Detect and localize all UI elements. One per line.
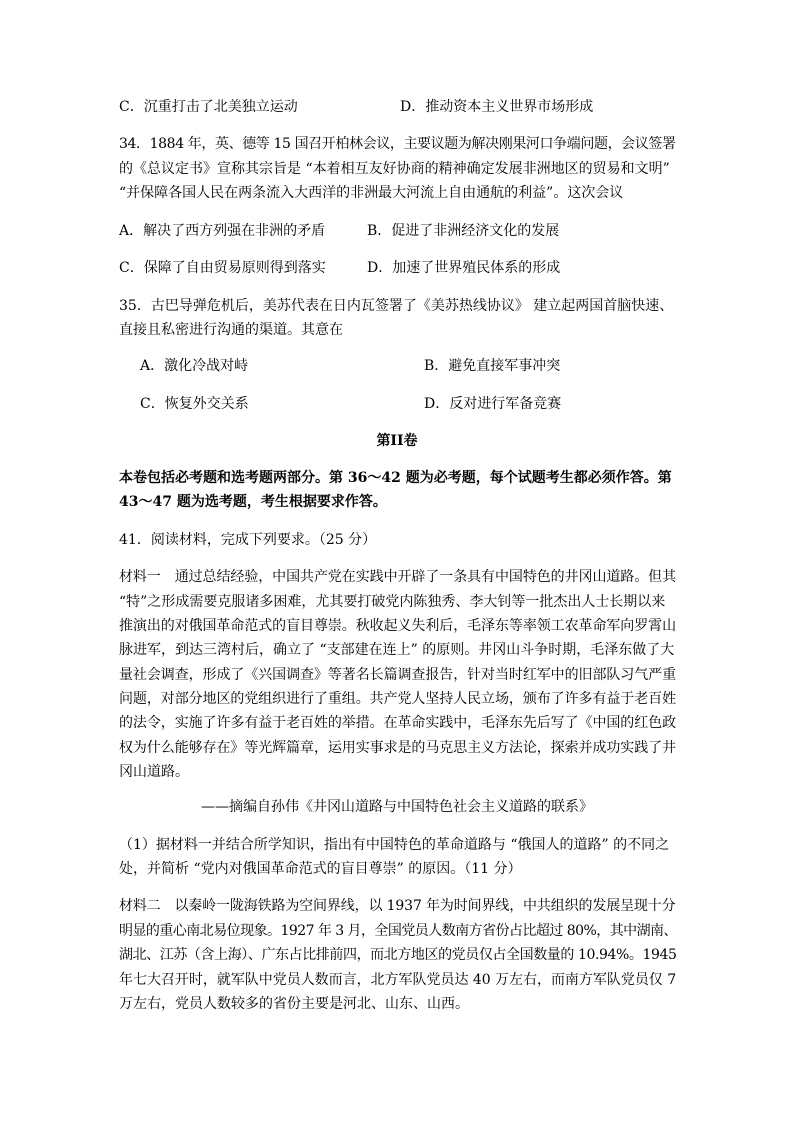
q35-option-a: A．激化冷战对峙 (140, 358, 249, 374)
q41-material1-line-4: 脉进军，到达三湾村后，确立了 “支部建在连上” 的原则。井冈山斗争时期，毛泽东做了大 (119, 642, 675, 658)
q35-option-b: B．避免直接军事冲突 (424, 358, 561, 374)
q41-material2-line-5: 万左右，党员人数较多的省份主要是河北、山东、山西。 (119, 996, 469, 1012)
q34-option-c: C．保障了自由贸易原则得到落实 (119, 260, 326, 276)
q41-sub1-line-1: （1）据材料一并结合所学知识，指出有中国特色的革命道路与 “俄国人的道路” 的不同之 (119, 837, 670, 853)
q33-option-d: D．推动资本主义世界市场形成 (400, 99, 594, 115)
section-2-title: 第II卷 (376, 433, 418, 449)
q34-options-row-2 (0, 258, 794, 278)
q35-options-row-2 (0, 394, 794, 414)
q41-sub1-line-2: 处，并简析 “党内对俄国革命范式的盲目尊崇” 的原因。（11 分） (119, 861, 522, 877)
q41-material2-line-4: 年七大召开时，就军队中党员人数而言，北方军队党员达 40 万左右，而南方军队党员仅 7 (119, 972, 677, 988)
q34-option-a: A．解决了西方列强在非洲的矛盾 (119, 223, 326, 239)
q41-material1-line-9: 冈山道路。 (119, 764, 189, 780)
q33-option-c: C．沉重打击了北美独立运动 (119, 99, 298, 115)
q41-material1-line-2: “特”之形成需要克服诸多困难，尤其要打破党内陈独秀、李大钊等一批杰出人士长期以来 (119, 594, 666, 610)
section-2-instructions-line-2: 43～47 题为选考题，考生根据要求作答。 (119, 494, 387, 510)
q34-stem-line-2: 的《总议定书》宣称其宗旨是 “本着相互友好协商的精神确定发展非洲地区的贸易和文明” (119, 161, 670, 177)
q34-stem-line-3: “并保障各国人民在两条流入大西洋的非洲最大河流上自由通航的利益”。这次会议 (119, 185, 624, 201)
q41-material1-line-3: 推演出的对俄国革命范式的盲目尊崇。秋收起义失利后，毛泽东等率领工农革命军向罗霄山 (119, 618, 676, 634)
q34-option-d: D．加速了世界殖民体系的形成 (367, 260, 561, 276)
q35-options-row-1 (0, 356, 794, 376)
q34-stem-line-1: 34．1884 年，英、德等 15 国召开柏林会议，主要议题为解决刚果河口争端问题，会议签署 (119, 136, 676, 152)
q35-stem-line-1: 35．古巴导弹危机后，美苏代表在日内瓦签署了《美苏热线协议》 建立起两国首脑快速、 (119, 298, 674, 314)
q41-material1-line-7: 的法令，实施了许多有益于老百姓的举措。在革命实践中，毛泽东先后写了《中国的红色政 (119, 715, 676, 731)
section-2-instructions-line-1: 本卷包括必考题和选考题两部分。第 36～42 题为必考题，每个试题考生都必须作答。第 (119, 470, 672, 486)
q34-options-row-1 (0, 221, 794, 241)
q41-material1-line-8: 权为什么能够存在》等光辉篇章，运用实事求是的马克思主义方法论，探索并成功实践了井 (119, 740, 676, 756)
q41-material2-line-1: 材料二 以秦岭一陇海铁路为空间界线，以 1937 年为时间界线，中共组织的发展呈现十分 (119, 898, 676, 914)
q41-material1-source: ——摘编自孙伟《井冈山道路与中国特色社会主义道路的联系》 (201, 799, 593, 815)
q35-option-c: C．恢复外交关系 (140, 396, 249, 412)
q41-heading: 41．阅读材料，完成下列要求。（25 分） (119, 532, 377, 548)
q33-options-row (0, 97, 794, 117)
q41-material1-line-6: 问题，对部分地区的党组织进行了重组。共产党人坚持人民立场，颁布了许多有益于老百姓 (119, 691, 676, 707)
q41-material1-line-1: 材料一 通过总结经验，中国共产党在实践中开辟了一条具有中国特色的井冈山道路。但其 (119, 569, 676, 585)
q35-stem-line-2: 直接且私密进行沟通的渠道。其意在 (119, 322, 343, 338)
q41-material2-line-2: 明显的重心南北易位现象。1927 年 3 月，全国党员人数南方省份占比超过 80%，其中湖南、 (119, 923, 677, 939)
q41-material2-line-3: 湖北、江苏（含上海）、广东占比排前四，而北方地区的党员仅占全国数量的 10.94%。1945 (119, 947, 677, 963)
q41-material1-line-5: 量社会调查，形成了《兴国调查》等著名长篇调查报告，针对当时红军中的旧部队习气严重 (119, 667, 676, 683)
q34-option-b: B．促进了非洲经济文化的发展 (367, 223, 560, 239)
q35-option-d: D．反对进行军备竞赛 (424, 396, 562, 412)
